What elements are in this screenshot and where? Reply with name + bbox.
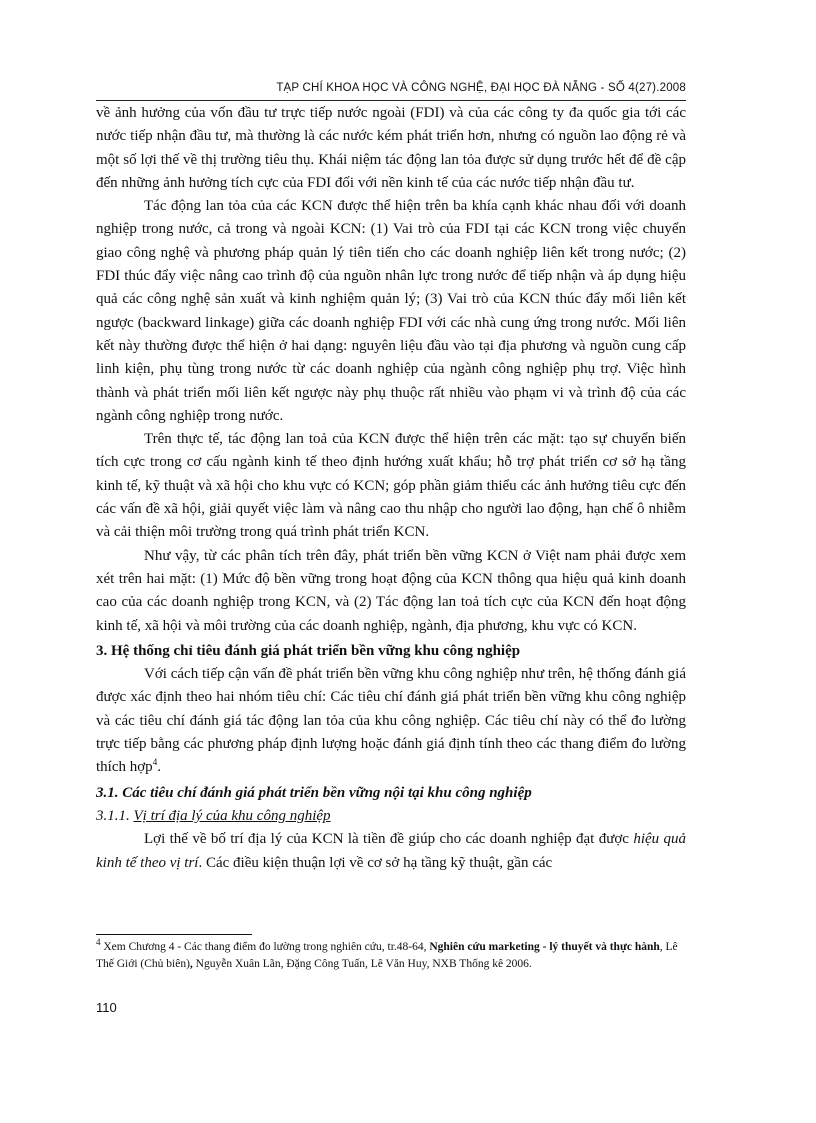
footnote-rule	[96, 934, 252, 935]
paragraph-6-emphasis: hiệu quả kinh tế theo vị trí	[96, 831, 687, 871]
paragraph-1: về ảnh hưởng của vốn đầu tư trực tiếp nước ngoài (FDI) và của các công ty đa quốc gia tới các nước tiếp nhận đầu tư, mà thường là các nước kém phát triển hơn, nhưng có nguồn lao động rẻ và một số lợi thế về thị trường tiêu thụ. Khái niệm tác động lan tỏa được sử dụng trước hết để đề cập đến những ảnh hưởng tích cực của FDI đối với nền kinh tế của các nước tiếp nhận đầu tư.	[96, 105, 686, 191]
paragraph-4: Như vậy, từ các phân tích trên đây, phát triển bền vững KCN ở Việt nam phải được xem xét trên hai mặt: (1) Mức độ bền vững trong hoạt động của KCN thông qua hiệu quả kinh doanh cao của các doanh nghiệp trong KCN, và (2) Tác động lan toả tích cực của KCN đến hoạt động kinh tế, xã hội và môi trường của các doanh nghiệp, ngành, địa phương, khu vực có KCN.	[96, 547, 686, 634]
section-3-heading: 3. Hệ thống chỉ tiêu đánh giá phát triển bền vững khu công nghiệp	[96, 642, 521, 659]
section-3-1-1-number: 3.1.1.	[96, 807, 130, 824]
paragraph-6-end: . Các điều kiện thuận lợi về cơ sở hạ tầng kỹ thuật, gần các	[198, 854, 553, 871]
paragraph-2: Tác động lan tỏa của các KCN được thể hiện trên ba khía cạnh khác nhau đối với doanh nghiệp trong nước, cả trong và ngoài KCN: (1) Vai trò của FDI tại các KCN trong việc chuyển giao công nghệ và phương pháp quản lý tiên tiến cho các doanh nghiệp liên kết trong nước; (2) FDI thúc đẩy việc nâng cao trình độ của nguồn nhân lực trong nước để tiếp nhận và áp dụng hiệu quả các công nghệ sản xuất và kinh nghiệm quản lý; (3) Vai trò của KCN thúc đẩy mối liên kết ngược (backward linkage) giữa các doanh nghiệp FDI với các nhà cung ứng trong nước. Mối liên kết này thường được thể hiện ở hai dạng: nguyên liệu đầu vào tại địa phương và nguồn cung cấp linh kiện, phụ tùng trong nước từ các doanh nghiệp của ngành công nghiệp phụ trợ. Việc hình thành và phát triển mối liên kết ngược này phụ thuộc rất nhiều vào phạm vi và trình độ của các ngành công nghiệp trong nước.	[96, 198, 686, 424]
paragraph-6-start: Lợi thế về bố trí địa lý của KCN là tiền đề giúp cho các doanh nghiệp đạt được	[144, 831, 634, 848]
section-3-1-1-title: Vị trí địa lý của khu công nghiệp	[133, 807, 331, 824]
header-rule	[96, 100, 686, 101]
article-body	[96, 102, 686, 875]
paragraph-3: Trên thực tế, tác động lan toả của KCN được thể hiện trên các mặt: tạo sự chuyển biến tích cực trong cơ cấu ngành kinh tế theo định hướng xuất khẩu; hỗ trợ phát triển cơ sở hạ tầng kinh tế, kỹ thuật và xã hội cho khu vực có KCN; góp phần giảm thiểu các ảnh hưởng tiêu cực đến các vấn đề xã hội, giải quyết việc làm và nâng cao thu nhập cho người lao động, hạn chế ô nhiễm và cải thiện môi trường trong quá trình phát triển KCN.	[96, 431, 686, 541]
page-number: 110	[96, 1000, 117, 1015]
paragraph-5-text: Với cách tiếp cận vấn đề phát triển bền vững khu công nghiệp như trên, hệ thống đánh giá được xác định theo hai nhóm tiêu chí: Các tiêu chí đánh giá phát triển bền vững khu công nghiệp và các tiêu chí đánh giá tác động lan tỏa của khu công nghiệp. Các tiêu chí này có thể đo lường trực tiếp bằng các phương pháp định lượng hoặc đánh giá định tính theo các thang điểm đo lường thích hợp	[96, 666, 686, 776]
paragraph-6	[96, 828, 686, 875]
footnote-text-end: Nguyễn Xuân Lãn, Đặng Công Tuấn, Lê Văn Huy, NXB Thống kê 2006.	[192, 957, 532, 970]
paragraph-5	[96, 663, 686, 779]
footnote-text-mid: , Lê Thế Giới (Chủ biên)	[96, 941, 678, 970]
paragraph-5-end: .	[157, 759, 161, 776]
footnote-text-start: Xem Chương 4 - Các thang điểm đo lường trong nghiên cứu, tr.48-64,	[100, 941, 430, 953]
footnote-reference[interactable]: 4	[152, 757, 158, 768]
running-header: TẠP CHÍ KHOA HỌC VÀ CÔNG NGHỆ, ĐẠI HỌC ĐÀ NẴNG - SỐ 4(27).2008	[276, 82, 686, 94]
footnote-number: 4	[96, 937, 101, 948]
footnote-comma: ,	[189, 957, 193, 970]
section-3-1-1-heading	[96, 805, 686, 828]
footnote	[96, 939, 686, 972]
footnote-book-title: Nghiên cứu marketing - lý thuyết và thực hành	[429, 941, 660, 953]
section-3-1-heading: 3.1. Các tiêu chí đánh giá phát triển bền vững nội tại khu công nghiệp	[96, 784, 532, 801]
